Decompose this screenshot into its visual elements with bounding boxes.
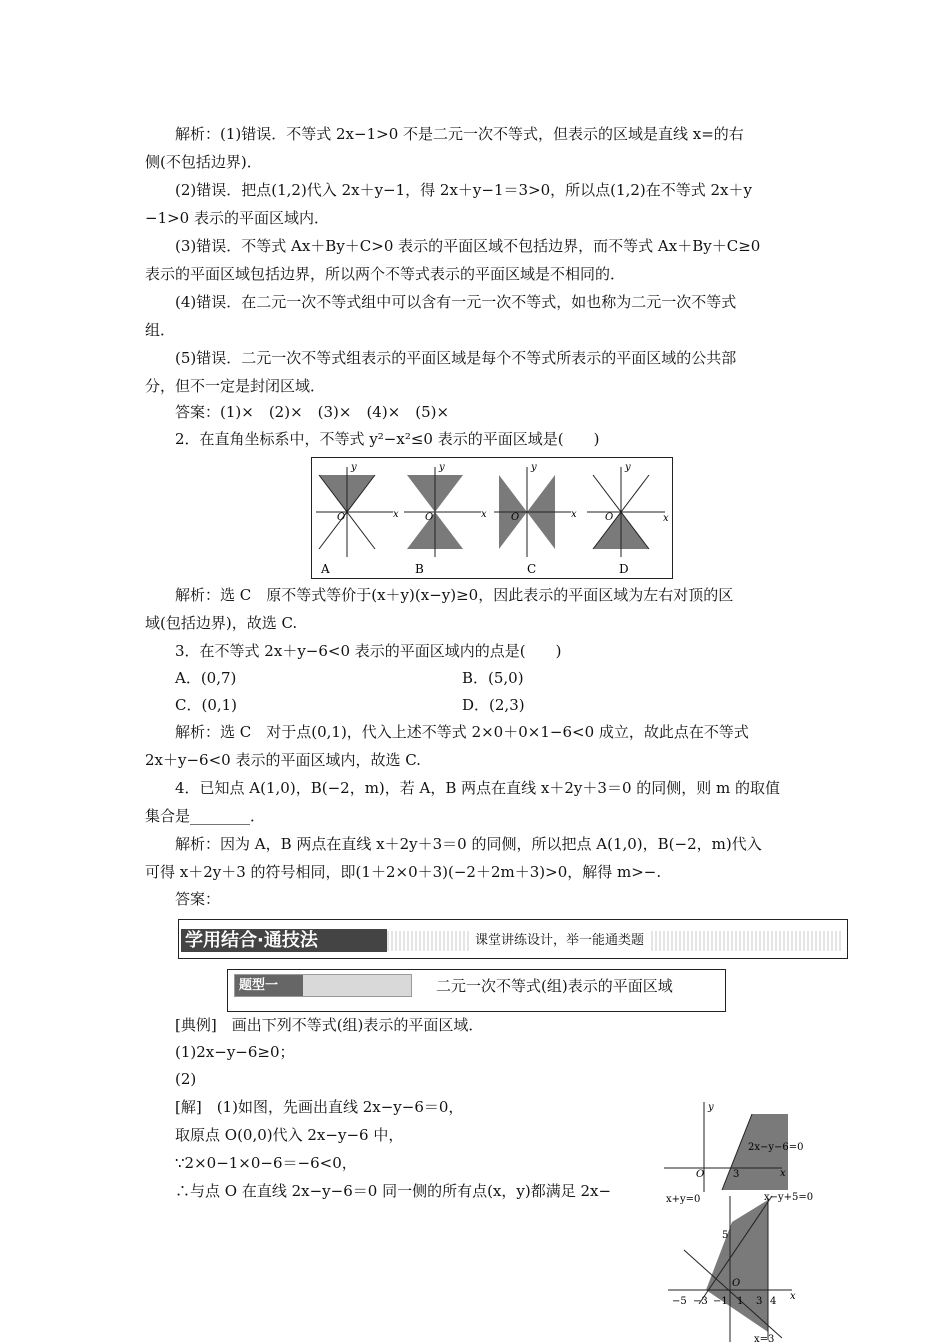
q2-graph-d-origin: O	[605, 512, 614, 523]
example-line6: ∵2×0−1×0−6＝−6<0，	[175, 1154, 357, 1172]
fig2-xlabel: x	[790, 1291, 796, 1302]
example-line2: (1)2x−y−6≥0；	[175, 1043, 295, 1061]
fig1-line-label: 2x−y−6=0	[748, 1142, 804, 1153]
fig2-label-x3: x=3	[754, 1334, 775, 1344]
fig2-label-xy: x+y=0	[666, 1194, 701, 1205]
q2-graph-d-xlabel: x	[663, 513, 669, 524]
fig2-tick-m5: −5	[672, 1296, 687, 1307]
q2-stem: 2．在直角坐标系中，不等式 y²−x²≤0 表示的平面区域是( )	[175, 430, 600, 448]
q2-label-b: B	[415, 562, 424, 576]
fig2-region	[706, 1200, 768, 1332]
q2-graph-c-xlabel: x	[571, 509, 577, 520]
fig1-ylabel: y	[708, 1102, 714, 1113]
q2-graph-a-ylabel: y	[351, 462, 357, 473]
example-figure-1	[660, 1098, 804, 1193]
q2-label-a: A	[321, 562, 330, 576]
example-line3: (2)	[175, 1070, 197, 1088]
example-line4: [解] (1)如图，先画出直线 2x−y−6＝0，	[175, 1098, 464, 1116]
q2-label-c: C	[527, 562, 537, 576]
example-figure-2	[664, 1192, 814, 1344]
q3-stem: 3．在不等式 2x＋y−6<0 表示的平面区域内的点是( )	[175, 642, 562, 660]
fig1-xlabel: x	[780, 1168, 786, 1179]
fig2-tick-m3: −3	[693, 1296, 708, 1307]
q2-label-d: D	[619, 562, 629, 576]
fig2-tick-4: 4	[770, 1296, 777, 1307]
analysis-5-line1: (5)错误．二元一次不等式组表示的平面区域是每个不等式所表示的平面区域的公共部	[175, 349, 737, 367]
q2-graph-c-ylabel: y	[531, 462, 537, 473]
fig1-tick-3: 3	[733, 1169, 740, 1180]
q2-graph-c-origin: O	[511, 512, 520, 523]
topic-tag-label: 题型一	[239, 978, 279, 993]
analysis-2-line2: −1>0 表示的平面区域内．	[145, 209, 329, 227]
q3-solution-line1: 解析：选 C 对于点(0,1)，代入上述不等式 2×0＋0×1−6<0 成立，故此点在不等式	[175, 723, 749, 741]
q4-stem-line1: 4．已知点 A(1,0)，B(−2，m)，若 A，B 两点在直线 x＋2y＋3＝0 的同侧，则 m 的取值	[175, 779, 781, 797]
analysis-1-line1: 解析：(1)错误．不等式 2x−1>0 不是二元一次不等式，但表示的区域是直线 x=的右	[175, 125, 744, 143]
analysis-4-line2: 组．	[145, 321, 176, 339]
example-line7: ∴与点 O 在直线 2x−y−6＝0 同一侧的所有点(x，y)都满足 2x−	[175, 1182, 612, 1200]
fig2-tick-m1: −1	[713, 1296, 728, 1307]
analysis-3-line1: (3)错误．不等式 Ax＋By＋C>0 表示的平面区域不包括边界，而不等式 Ax＋By＋C≥0	[175, 237, 761, 255]
q3-solution-line2: 2x＋y−6<0 表示的平面区域内，故选 C.	[145, 751, 421, 769]
analysis-5-line2: 分，但不一定是封闭区域．	[145, 377, 326, 395]
analysis-1-line2: 侧(不包括边界)．	[145, 153, 262, 171]
q2-solution-line2: 域(包括边界)，故选 C.	[145, 614, 298, 632]
banner-subtitle: 课堂讲练设计，举一能通类题	[469, 931, 650, 951]
analysis-2-line1: (2)错误．把点(1,2)代入 2x＋y−1，得 2x＋y−1＝3>0，所以点(1,2)在不等式 2x＋y	[175, 181, 752, 199]
example-line1: [典例] 画出下列不等式(组)表示的平面区域．	[175, 1016, 484, 1034]
q2-graph-b-ylabel: y	[439, 462, 445, 473]
q2-graph-b-xlabel: x	[481, 509, 487, 520]
analysis-answer: 答案：(1)× (2)× (3)× (4)× (5)×	[175, 403, 450, 421]
q4-solution-line2: 可得 x＋2y＋3 的符号相同，即(1＋2×0＋3)(−2＋2m＋3)>0，解得 m>−.	[145, 863, 662, 881]
analysis-3-line2: 表示的平面区域包括边界，所以两个不等式表示的平面区域是不相同的．	[145, 265, 626, 283]
q3-option-a: A．(0,7)	[175, 669, 237, 687]
q2-solution-line1: 解析：选 C 原不等式等价于(x＋y)(x−y)≥0，因此表示的平面区域为左右对顶的区	[175, 586, 734, 604]
fig2-label-xy5: x−y+5=0	[764, 1192, 814, 1203]
fig2-tick-5: 5	[722, 1230, 729, 1241]
example-line5: 取原点 O(0,0)代入 2x−y−6 中，	[175, 1126, 404, 1144]
q2-graph-a-origin: O	[337, 512, 346, 523]
banner-title: 学用结合·通技法	[181, 929, 387, 952]
section-banner	[178, 919, 848, 959]
q2-graph-b-origin: O	[425, 512, 434, 523]
q4-solution-line1: 解析：因为 A，B 两点在直线 x＋2y＋3＝0 的同侧，所以把点 A(1,0)，B(−2，m)代入	[175, 835, 762, 853]
q4-answer: 答案：	[175, 890, 221, 908]
fig2-tick-3: 3	[756, 1296, 763, 1307]
q3-option-b: B．(5,0)	[462, 669, 524, 687]
q3-option-c: C．(0,1)	[175, 696, 238, 714]
analysis-4-line1: (4)错误．在二元一次不等式组中可以含有一元一次不等式，如也称为二元一次不等式	[175, 293, 737, 311]
q2-choice-figure	[311, 457, 673, 579]
fig1-origin: O	[696, 1169, 705, 1180]
fig2-tick-1: 1	[737, 1296, 744, 1307]
topic-tag	[234, 974, 412, 997]
topic-header	[227, 969, 726, 1012]
q3-option-d: D．(2,3)	[462, 696, 525, 714]
q2-graph-d-ylabel: y	[625, 462, 631, 473]
fig2-origin: O	[732, 1278, 741, 1289]
topic-title: 二元一次不等式(组)表示的平面区域	[436, 977, 673, 995]
q2-graph-a-xlabel: x	[393, 509, 399, 520]
q4-stem-line2: 集合是________．	[145, 807, 266, 825]
